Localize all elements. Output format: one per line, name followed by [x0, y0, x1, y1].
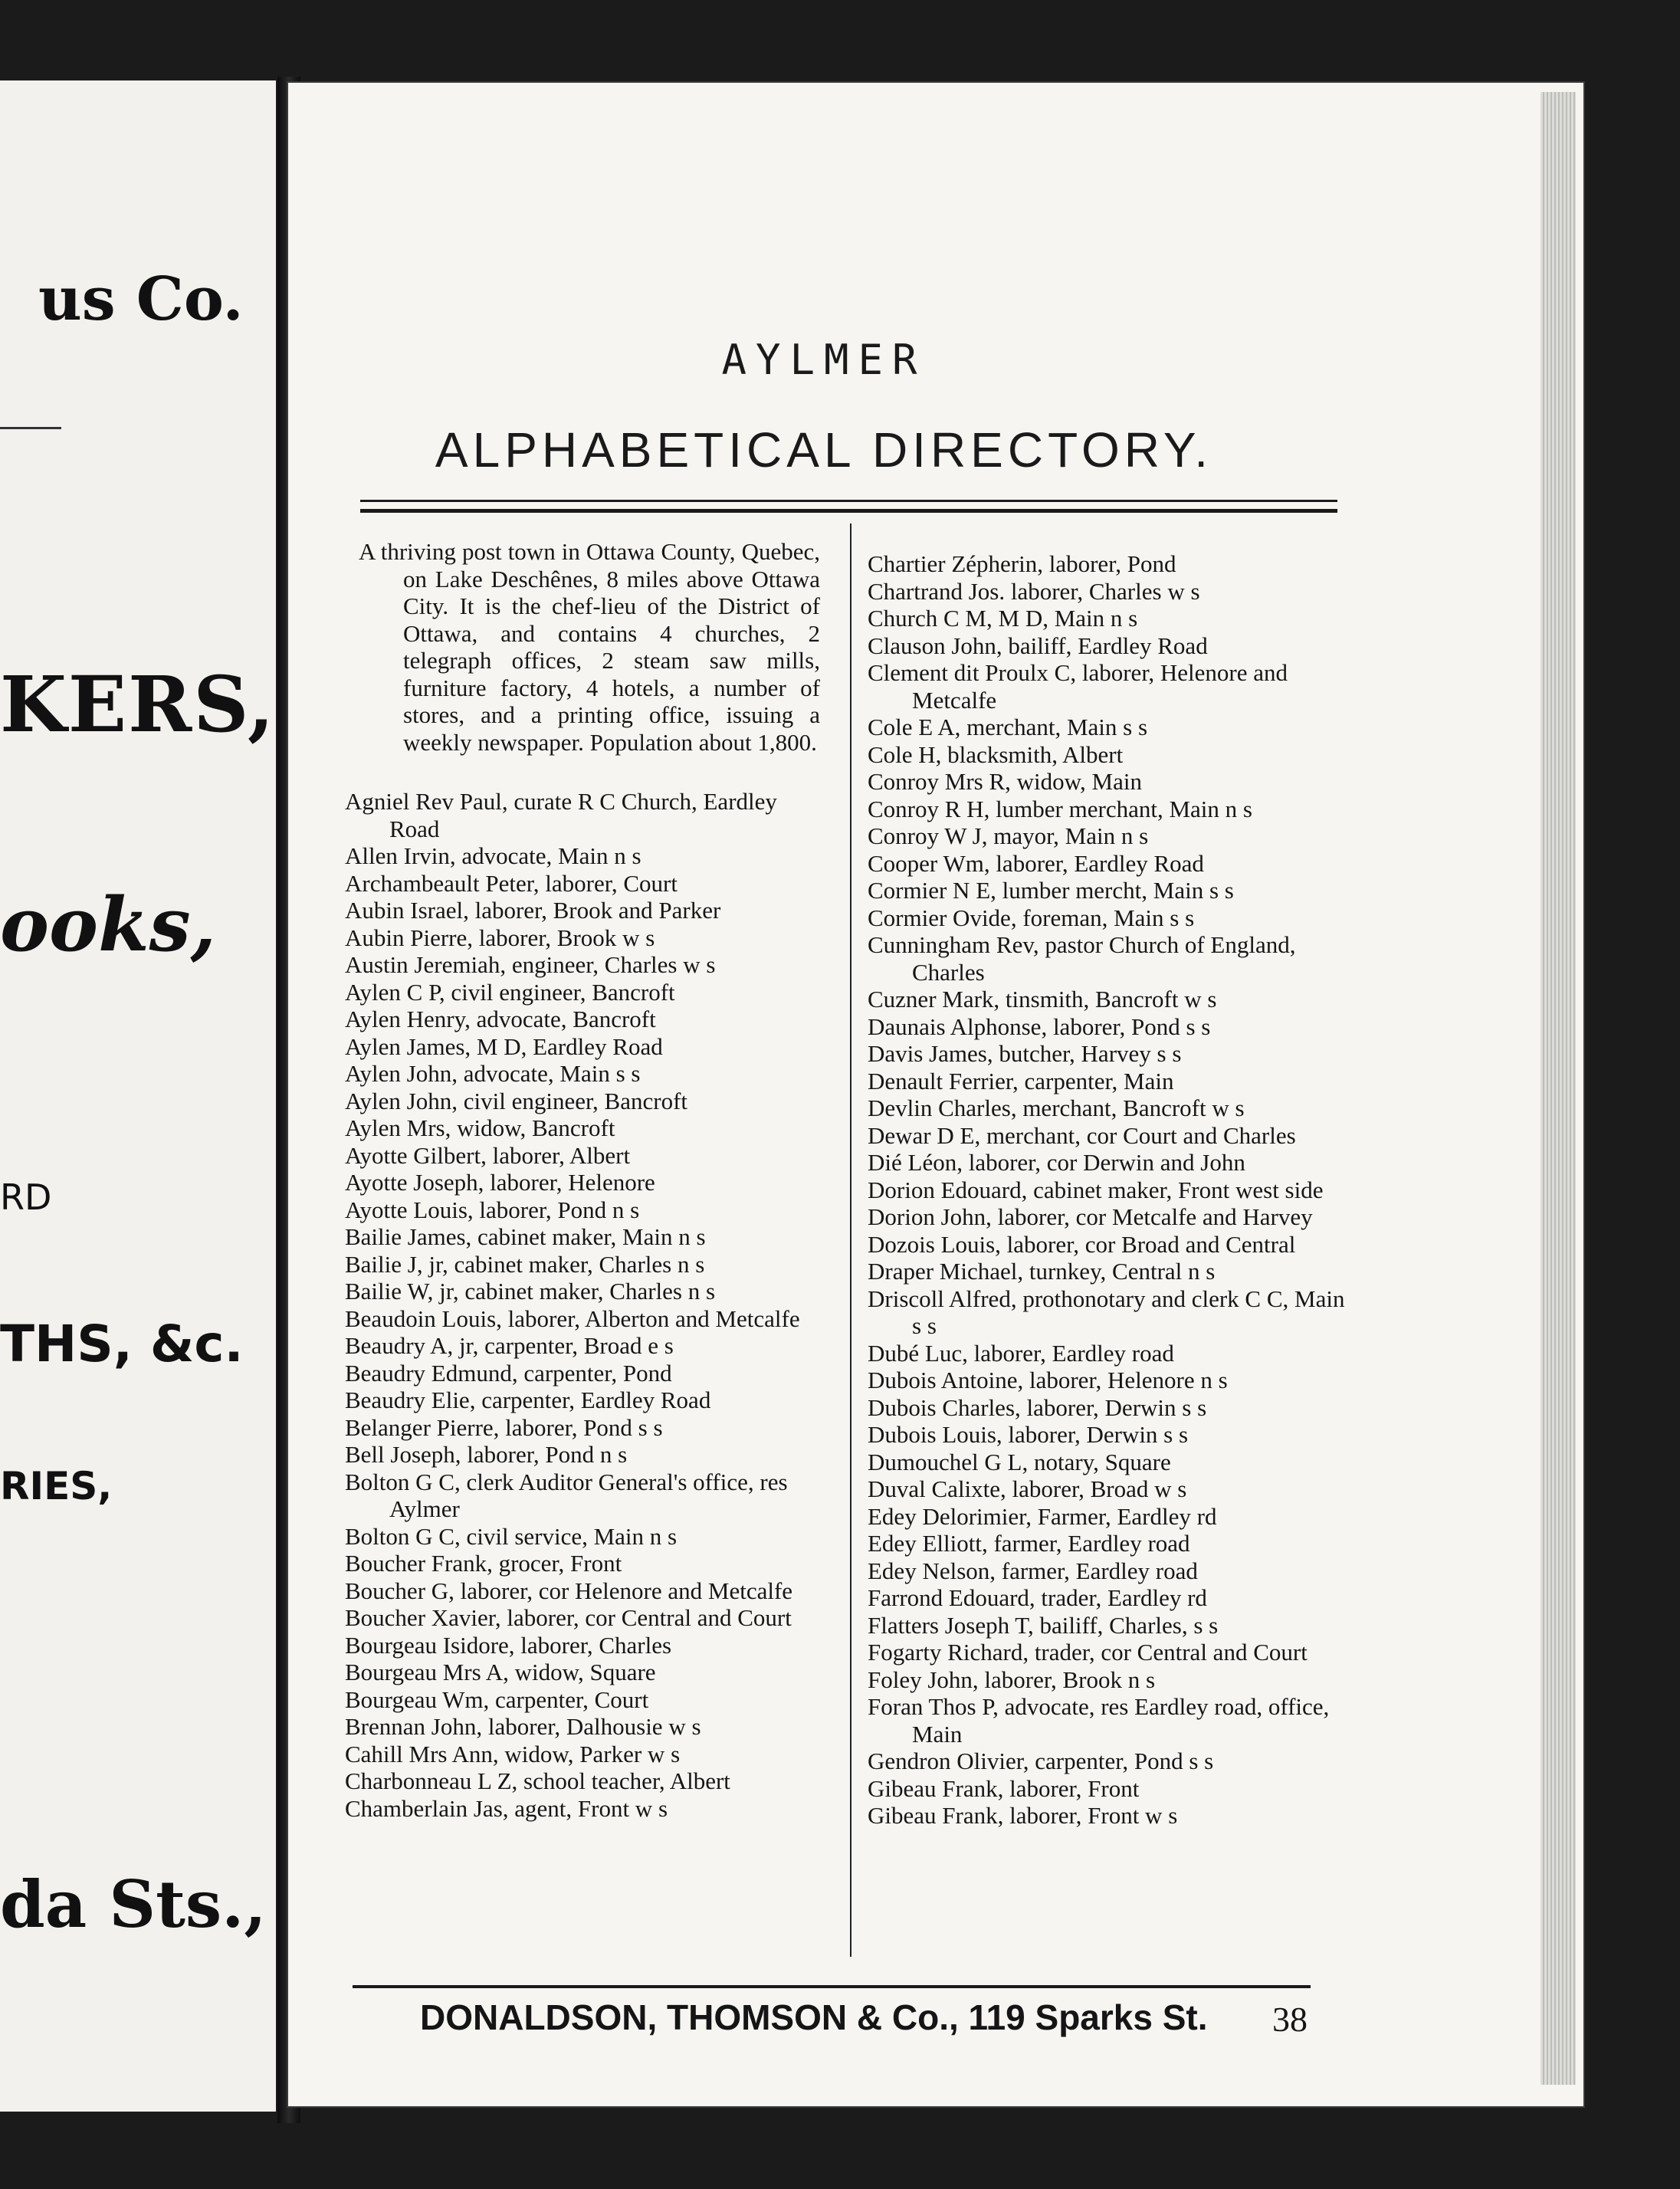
directory-entry: Allen Irvin, advocate, Main n s: [345, 842, 641, 869]
directory-entry: Boucher G, laborer, cor Helenore and Metcalfe: [345, 1577, 793, 1604]
directory-entry: Bailie W, jr, cabinet maker, Charles n s: [345, 1278, 716, 1305]
directory-entry: Dié Léon, laborer, cor Derwin and John: [868, 1149, 1245, 1176]
directory-entry: Dorion Edouard, cabinet maker, Front west side: [868, 1176, 1324, 1203]
left-fragment-kers: KERS,: [0, 659, 276, 750]
ornament-divider: [0, 418, 61, 429]
directory-entry: Chartrand Jos. laborer, Charles w s: [868, 577, 1200, 605]
directory-entry: Foran Thos P, advocate, res Eardley road, office, Main: [868, 1693, 1330, 1748]
directory-entry: Chartier Zépherin, laborer, Pond: [868, 550, 1176, 577]
directory-entry: Charbonneau L Z, school teacher, Albert: [345, 1767, 730, 1794]
directory-entry: Edey Elliott, farmer, Eardley road: [868, 1530, 1190, 1557]
directory-entry: Edey Delorimier, Farmer, Eardley rd: [868, 1502, 1217, 1530]
directory-entry: Cole E A, merchant, Main s s: [868, 714, 1148, 740]
directory-entry: Dewar D E, merchant, cor Court and Charles: [868, 1121, 1296, 1149]
left-fragment-sts: da Sts.,: [0, 1866, 267, 1942]
directory-entry: Aylen John, advocate, Main s s: [345, 1060, 641, 1087]
right-entries: [868, 550, 1350, 1830]
directory-entry: Draper Michael, turnkey, Central n s: [868, 1258, 1216, 1285]
directory-entry: Clement dit Proulx C, laborer, Helenore and Metcalfe: [868, 659, 1288, 714]
directory-entry: Fogarty Richard, trader, cor Central and Court: [868, 1639, 1308, 1666]
left-entries: [345, 788, 820, 1822]
directory-entry: Boucher Xavier, laborer, cor Central and Court: [345, 1604, 792, 1631]
directory-entry: Belanger Pierre, laborer, Pond s s: [345, 1413, 663, 1441]
directory-entry: Beaudoin Louis, laborer, Alberton and Metcalfe: [345, 1305, 800, 1332]
directory-entry: Edey Nelson, farmer, Eardley road: [868, 1557, 1198, 1584]
directory-entry: Cole H, blacksmith, Albert: [868, 740, 1124, 768]
page-edge: [1541, 92, 1576, 2085]
directory-entry: Devlin Charles, merchant, Bancroft w s: [868, 1094, 1245, 1121]
header-rule-thick: [360, 509, 1337, 513]
directory-entry: Bailie J, jr, cabinet maker, Charles n s: [345, 1250, 705, 1278]
left-fragment-ries: RIES,: [0, 1464, 113, 1508]
publisher-footer: DONALDSON, THOMSON & Co., 119 Sparks St.: [420, 1997, 1208, 2037]
directory-entry: Ayotte Gilbert, laborer, Albert: [345, 1141, 631, 1169]
directory-entry: Beaudry Edmund, carpenter, Pond: [345, 1359, 672, 1387]
right-column: [868, 550, 1350, 1830]
left-page-fragment: [0, 80, 276, 2112]
directory-entry: Boucher Frank, grocer, Front: [345, 1550, 622, 1577]
directory-entry: Conroy Mrs R, widow, Main: [868, 768, 1142, 795]
town-description: A thriving post town in Ottawa County, Quebec, on Lake Deschênes, 8 miles above Ottawa City. It is the chef-lieu of the District of Ottawa, and contains 4 churches, 2 telegraph offices, 2 steam saw mills, furniture factory, 4 hotels, a number of stores, and a printing office, issuing a weekly newspaper. Population about 1,800.: [359, 538, 820, 756]
directory-entry: Cuzner Mark, tinsmith, Bancroft w s: [868, 986, 1217, 1012]
directory-entry: Beaudry A, jr, carpenter, Broad e s: [345, 1332, 674, 1359]
directory-entry: Chamberlain Jas, agent, Front w s: [345, 1794, 668, 1822]
directory-entry: Daunais Alphonse, laborer, Pond s s: [868, 1012, 1211, 1040]
directory-entry: Aylen John, civil engineer, Bancroft: [345, 1087, 688, 1114]
directory-entry: Archambeault Peter, laborer, Court: [345, 869, 678, 897]
directory-entry: Farrond Edouard, trader, Eardley rd: [868, 1584, 1207, 1611]
directory-entry: Aylen C P, civil engineer, Bancroft: [345, 978, 675, 1006]
directory-entry: Dumouchel G L, notary, Square: [868, 1448, 1171, 1475]
directory-entry: Church C M, M D, Main n s: [868, 605, 1138, 632]
directory-entry: Beaudry Elie, carpenter, Eardley Road: [345, 1387, 711, 1413]
directory-entry: Aylen Mrs, widow, Bancroft: [345, 1114, 615, 1141]
directory-entry: Dorion John, laborer, cor Metcalfe and Harvey: [868, 1203, 1313, 1230]
column-divider: [850, 523, 851, 1957]
directory-entry: Bourgeau Isidore, laborer, Charles: [345, 1631, 672, 1659]
directory-entry: Denault Ferrier, carpenter, Main: [868, 1067, 1174, 1094]
directory-entry: Austin Jeremiah, engineer, Charles w s: [345, 951, 716, 978]
directory-entry: Bell Joseph, laborer, Pond n s: [345, 1441, 628, 1468]
directory-entry: Gendron Olivier, carpenter, Pond s s: [868, 1748, 1214, 1774]
directory-entry: Dubois Charles, laborer, Derwin s s: [868, 1393, 1207, 1421]
left-fragment-co: us Co.: [38, 264, 244, 334]
left-column: [345, 538, 820, 1822]
page-subtitle: ALPHABETICAL DIRECTORY.: [435, 422, 1213, 478]
directory-entry: Aubin Pierre, laborer, Brook w s: [345, 924, 655, 951]
directory-entry: Bolton G C, civil service, Main n s: [345, 1522, 678, 1550]
directory-entry: Aubin Israel, laborer, Brook and Parker: [345, 897, 721, 924]
directory-entry: Flatters Joseph T, bailiff, Charles, s s: [868, 1611, 1219, 1639]
directory-entry: Dozois Louis, laborer, cor Broad and Central: [868, 1230, 1296, 1258]
header-rule: [360, 500, 1337, 502]
directory-entry: Bourgeau Wm, carpenter, Court: [345, 1685, 649, 1713]
directory-entry: Cahill Mrs Ann, widow, Parker w s: [345, 1740, 681, 1767]
directory-entry: Bolton G C, clerk Auditor General's office, res Aylmer: [345, 1468, 788, 1522]
page-title: AYLMER: [721, 336, 927, 384]
directory-entry: Gibeau Frank, laborer, Front w s: [868, 1802, 1178, 1829]
directory-entry: Brennan John, laborer, Dalhousie w s: [345, 1713, 701, 1740]
directory-entry: Dubé Luc, laborer, Eardley road: [868, 1339, 1174, 1367]
directory-entry: Duval Calixte, laborer, Broad w s: [868, 1475, 1187, 1502]
page-number: 38: [1272, 2000, 1308, 2039]
directory-entry: Cunningham Rev, pastor Church of England, Charles: [868, 931, 1296, 986]
directory-entry: Cooper Wm, laborer, Eardley Road: [868, 849, 1204, 877]
directory-entry: Agniel Rev Paul, curate R C Church, Eardley Road: [345, 788, 777, 842]
left-fragment-ths: THS, &c.: [0, 1314, 244, 1373]
directory-entry: Cormier Ovide, foreman, Main s s: [868, 904, 1195, 931]
directory-entry: Dubois Antoine, laborer, Helenore n s: [868, 1367, 1228, 1393]
directory-entry: Ayotte Louis, laborer, Pond n s: [345, 1196, 640, 1223]
directory-entry: Driscoll Alfred, prothonotary and clerk C C, Main s s: [868, 1285, 1345, 1339]
directory-entry: Aylen James, M D, Eardley Road: [345, 1032, 663, 1060]
left-fragment-ooks: ooks,: [0, 881, 217, 968]
directory-entry: Bailie James, cabinet maker, Main n s: [345, 1223, 706, 1250]
left-fragment-rd: RD: [0, 1177, 52, 1218]
directory-entry: Aylen Henry, advocate, Bancroft: [345, 1006, 656, 1032]
directory-entry: Clauson John, bailiff, Eardley Road: [868, 632, 1208, 659]
directory-entry: Foley John, laborer, Brook n s: [868, 1666, 1156, 1693]
footer-rule: [353, 1985, 1311, 1988]
directory-entry: Bourgeau Mrs A, widow, Square: [345, 1659, 656, 1685]
directory-entry: Ayotte Joseph, laborer, Helenore: [345, 1169, 655, 1196]
directory-entry: Gibeau Frank, laborer, Front: [868, 1774, 1140, 1802]
directory-entry: Conroy W J, mayor, Main n s: [868, 822, 1149, 849]
directory-entry: Conroy R H, lumber merchant, Main n s: [868, 795, 1252, 822]
directory-entry: Cormier N E, lumber mercht, Main s s: [868, 877, 1234, 904]
directory-entry: Davis James, butcher, Harvey s s: [868, 1040, 1182, 1067]
directory-entry: Dubois Louis, laborer, Derwin s s: [868, 1421, 1189, 1448]
